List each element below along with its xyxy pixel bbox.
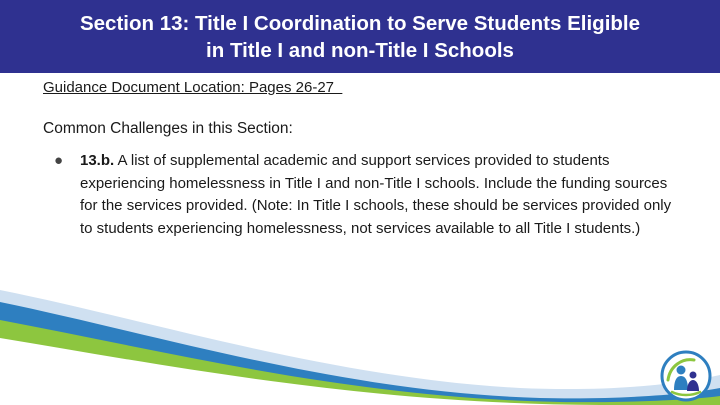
bullet-icon: ● [54,152,64,169]
challenge-item [43,150,680,240]
challenge-text: A list of supplemental academic and support services provided to students experiencing homelessness in Title I and non-Title I schools. Include the funding sources for the services provided. (Note: In Title I schools, these should be services provided only to students experiencing homelessness, not services available to all Title I students.) [80,152,672,237]
title-bar [0,0,720,73]
guidance-location-link[interactable]: Guidance Document Location: Pages 26-27 [43,79,343,96]
challenges-heading: Common Challenges in this Section: [43,120,293,137]
slide-title [80,9,640,64]
slide-body [43,78,693,240]
challenge-list [43,150,693,240]
challenge-number: 13.b. [80,152,115,169]
slide-title-line-1: Section 13: Title I Coordination to Serve Students Eligible [79,12,641,35]
decorative-waves [0,280,720,405]
family-logo-icon [660,350,712,402]
slide-title-line-2: in Title I and non-Title I Schools [206,39,514,62]
